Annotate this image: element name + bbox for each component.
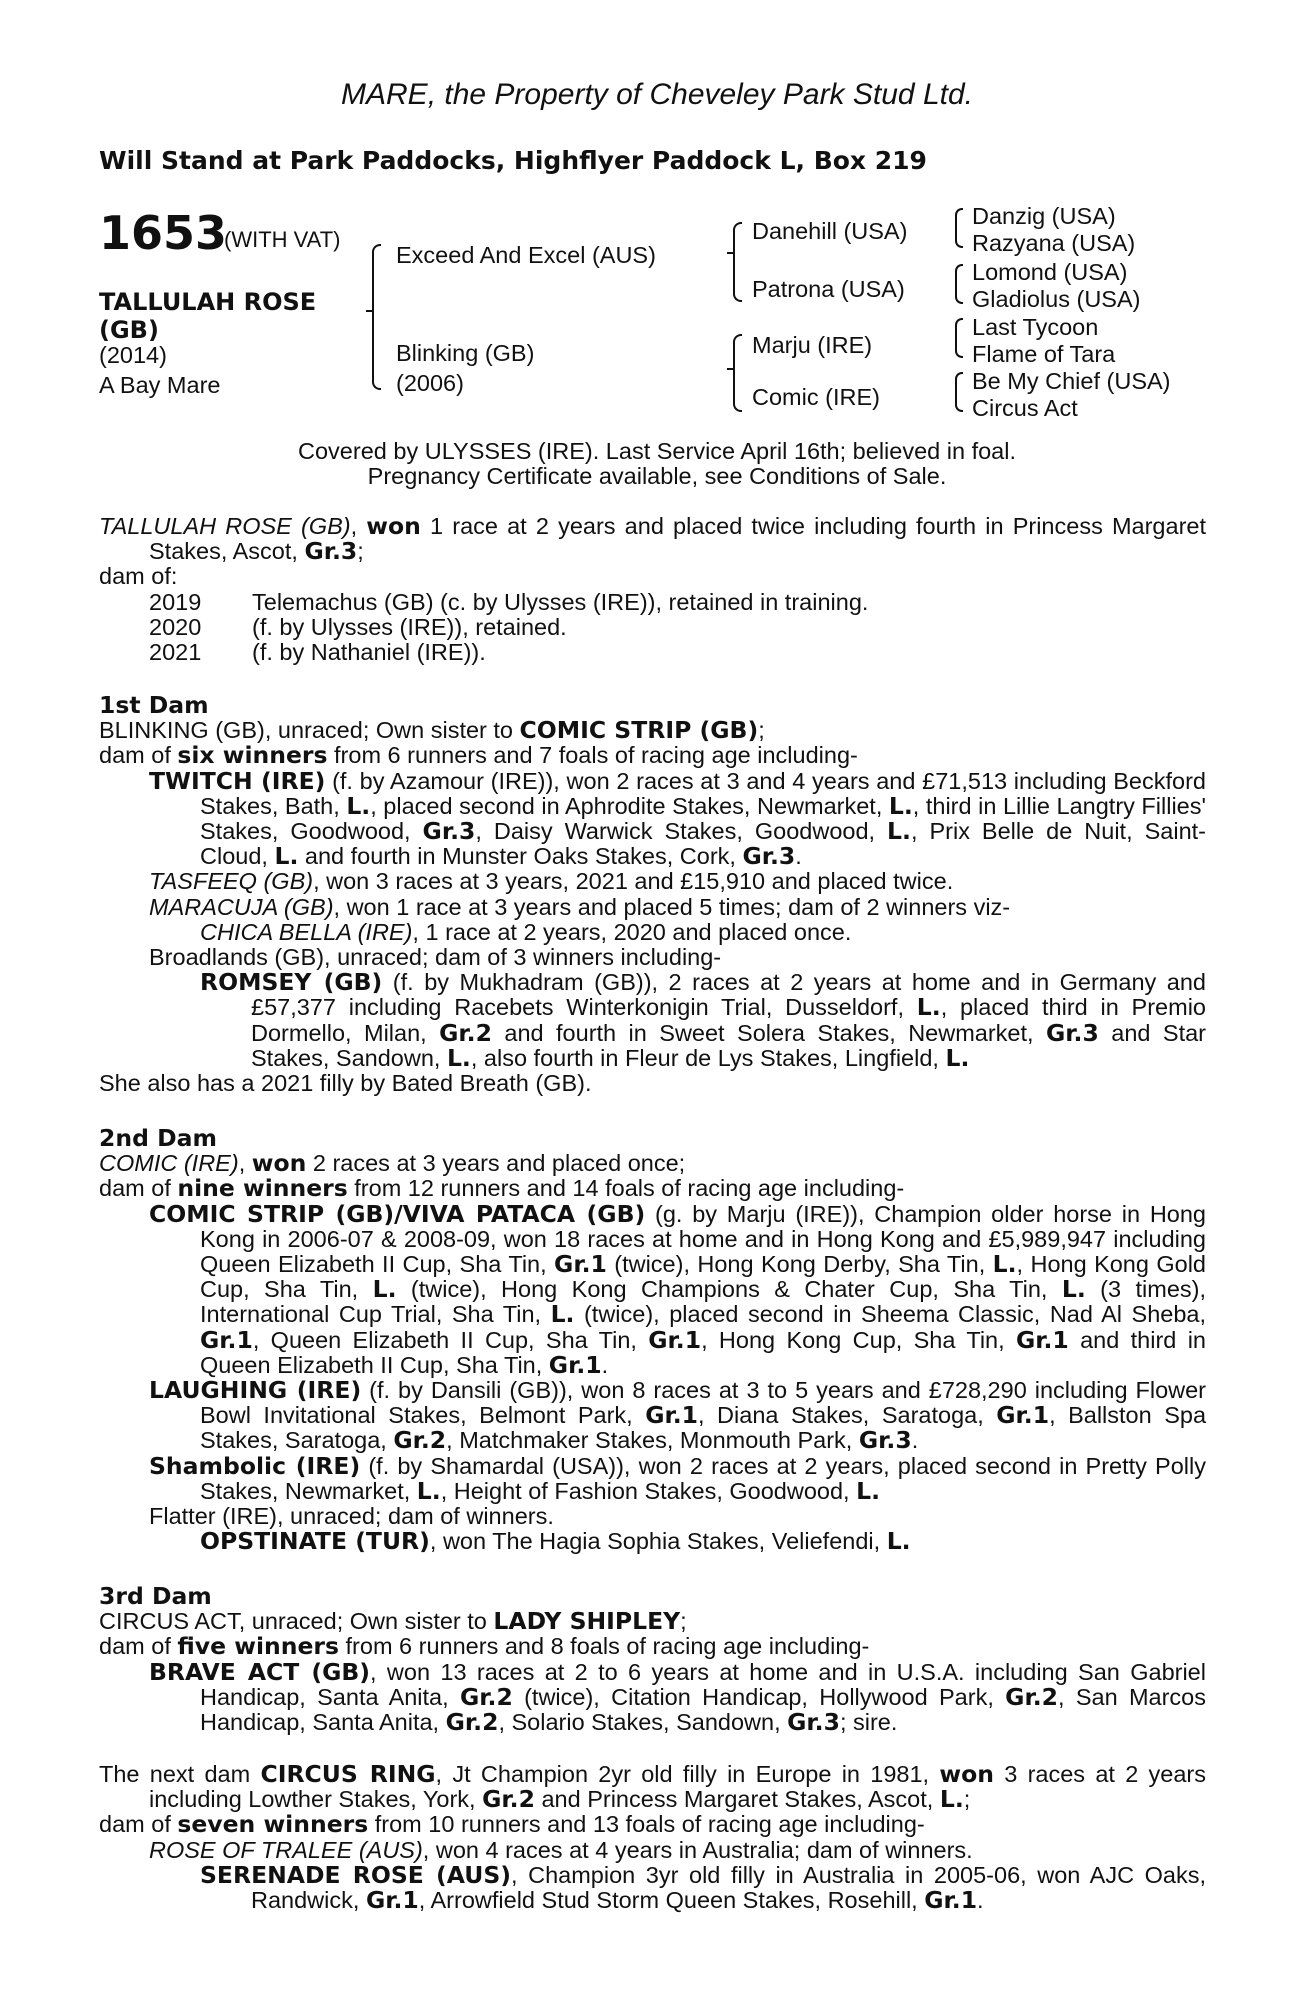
pedigree-sire-sire: Danehill (USA) bbox=[752, 218, 908, 244]
dam-produce-line: dam of nine winners from 12 runners and 14 foals of racing age including- bbox=[99, 1174, 905, 1203]
dam-produce-line: dam of seven winners from 10 runners and 13 foals of racing age including- bbox=[99, 1810, 925, 1839]
intro-section bbox=[99, 514, 1206, 665]
dam-line: BLINKING (GB), unraced; Own sister to COMIC STRIP (GB); bbox=[99, 716, 765, 745]
produce-entry: MARACUJA (GB), won 1 race at 3 years and placed 5 times; dam of 2 winners viz- bbox=[149, 893, 1011, 920]
intro-dam-of: dam of: bbox=[99, 563, 178, 590]
next-dam-section bbox=[99, 1762, 1206, 1913]
dam-produce-line: dam of five winners from 6 runners and 8 foals of racing age including- bbox=[99, 1632, 870, 1661]
filly-note: She also has a 2021 filly by Bated Breath (GB). bbox=[99, 1070, 592, 1097]
horse-description: A Bay Mare bbox=[99, 372, 221, 398]
pedigree-dam-dam: Comic (IRE) bbox=[752, 384, 880, 410]
third-dam-section bbox=[99, 1584, 1206, 1735]
dam-line: COMIC (IRE), won 2 races at 3 years and placed once; bbox=[99, 1149, 686, 1178]
produce-entry: ROMSEY (GB) (f. by Mukhadram (GB)), 2 races at 2 years at home and in Germany and £57,377 including Racebets Winterkonigin Trial, Dusseldorf, L., placed third in Premio Dormello, Milan, Gr.2 and fourth in Sweet Solera Stakes, Newmarket, Gr.3 and Star Stakes, Sandown, L., also fourth in Fleur de Lys Stakes, Lingfield, L. bbox=[200, 968, 1206, 1072]
produce-entry: LAUGHING (IRE) (f. by Dansili (GB)), won 8 races at 3 to 5 years and £728,290 including Flower Bowl Invitational Stakes, Belmont Park, Gr.1, Diana Stakes, Saratoga, Gr.1, Ballston Spa Stakes, Saratoga, Gr.2, Matchmaker Stakes, Monmouth Park, Gr.3. bbox=[149, 1376, 1207, 1455]
section-heading: 1st Dam bbox=[99, 691, 209, 719]
horse-name-line2: (GB) bbox=[99, 316, 159, 344]
foal-row: 2021 (f. by Nathaniel (IRE)). bbox=[149, 638, 486, 665]
pedigree-ssd: Razyana (USA) bbox=[972, 230, 1136, 256]
pedigree-dss: Last Tycoon bbox=[972, 314, 1099, 340]
pedigree-dsd: Flame of Tara bbox=[972, 341, 1116, 367]
pedigree-dds: Be My Chief (USA) bbox=[972, 368, 1171, 394]
produce-entry: Flatter (IRE), unraced; dam of winners. bbox=[149, 1503, 554, 1530]
first-dam-section bbox=[99, 693, 1206, 1096]
produce-entry: Shambolic (IRE) (f. by Shamardal (USA)), won 2 races at 2 years, placed second in Pretty Polly Stakes, Newmarket, L., Height of Fashion Stakes, Goodwood, L. bbox=[149, 1451, 1206, 1505]
pedigree-dam-sire: Marju (IRE) bbox=[752, 332, 873, 358]
section-heading: 2nd Dam bbox=[99, 1124, 217, 1152]
second-dam-section bbox=[99, 1126, 1206, 1554]
produce-entry: BRAVE ACT (GB), won 13 races at 2 to 6 years at home and in U.S.A. including San Gabriel Handicap, Santa Anita, Gr.2 (twice), Citation Handicap, Hollywood Park, Gr.2, San Marcos Handicap, Santa Anita, Gr.2, Solario Stakes, Sandown, Gr.3; sire. bbox=[149, 1657, 1206, 1737]
produce-entry: TASFEEQ (GB), won 3 races at 3 years, 2021 and £15,910 and placed twice. bbox=[149, 868, 954, 895]
horse-name bbox=[99, 288, 316, 344]
pedigree-sdd: Gladiolus (USA) bbox=[972, 286, 1141, 312]
dam-produce-line: dam of six winners from 6 runners and 7 foals of racing age including- bbox=[99, 741, 858, 770]
pregnancy-note: Pregnancy Certificate available, see Conditions of Sale. bbox=[367, 463, 947, 489]
pedigree-dam-year: (2006) bbox=[396, 370, 464, 396]
produce-entry: SERENADE ROSE (AUS), Champion 3yr old filly in Australia in 2005-06, won AJC Oaks, Randwick, Gr.1, Arrowfield Stud Storm Queen Stakes, Rosehill, Gr.1. bbox=[200, 1860, 1206, 1915]
produce-entry: Broadlands (GB), unraced; dam of 3 winners including- bbox=[149, 944, 722, 971]
pedigree-sds: Lomond (USA) bbox=[972, 259, 1128, 285]
stand-location: Will Stand at Park Paddocks, Highflyer Paddock L, Box 219 bbox=[99, 146, 927, 175]
produce-entry: ROSE OF TRALEE (AUS), won 4 races at 4 years in Australia; dam of winners. bbox=[149, 1836, 973, 1863]
pedigree-sss: Danzig (USA) bbox=[972, 203, 1116, 229]
produce-entry: OPSTINATE (TUR), won The Hagia Sophia Stakes, Veliefendi, L. bbox=[200, 1527, 911, 1556]
intro-paragraph: TALLULAH ROSE (GB), won 1 race at 2 years and placed twice including fourth in Princess Margaret Stakes, Ascot, Gr.3; bbox=[99, 512, 1206, 566]
covered-note: Covered by ULYSSES (IRE). Last Service April 16th; believed in foal. bbox=[298, 438, 1016, 464]
horse-name-line1: TALLULAH ROSE bbox=[99, 288, 317, 316]
pedigree-sire: Exceed And Excel (AUS) bbox=[396, 242, 656, 268]
vat-note: (WITH VAT) bbox=[224, 227, 341, 252]
section-heading: 3rd Dam bbox=[99, 1582, 212, 1610]
produce-entry: CHICA BELLA (IRE), 1 race at 2 years, 2020 and placed once. bbox=[200, 918, 852, 945]
pedigree-ddd: Circus Act bbox=[972, 395, 1078, 421]
lot-number: 1653 bbox=[99, 206, 228, 260]
page-title: MARE, the Property of Cheveley Park Stud Ltd. bbox=[341, 78, 973, 111]
pedigree-sire-dam: Patrona (USA) bbox=[752, 276, 905, 302]
foal-row: 2020 (f. by Ulysses (IRE)), retained. bbox=[149, 613, 567, 640]
dam-line: CIRCUS ACT, unraced; Own sister to LADY SHIPLEY; bbox=[99, 1607, 687, 1636]
horse-year: (2014) bbox=[99, 342, 167, 368]
produce-entry: TWITCH (IRE) (f. by Azamour (IRE)), won 2 races at 3 and 4 years and £71,513 including Beckford Stakes, Bath, L., placed second in Aphrodite Stakes, Newmarket, L., third in Lillie Langtry Fillies' Stakes, Goodwood, Gr.3, Daisy Warwick Stakes, Goodwood, L., Prix Belle de Nuit, Saint-Cloud, L. and fourth in Munster Oaks Stakes, Cork, Gr.3. bbox=[149, 766, 1206, 871]
next-dam-paragraph: The next dam CIRCUS RING, Jt Champion 2yr old filly in Europe in 1981, won 3 races at 2 years including Lowther Stakes, York, Gr.2 and Princess Margaret Stakes, Ascot, L.; bbox=[99, 1760, 1207, 1814]
pedigree-dam: Blinking (GB) bbox=[396, 340, 535, 366]
foal-row: 2019 Telemachus (GB) (c. by Ulysses (IRE)), retained in training. bbox=[149, 588, 869, 615]
produce-entry: COMIC STRIP (GB)/VIVA PATACA (GB) (g. by Marju (IRE)), Champion older horse in Hong Kong in 2006-07 & 2008-09, won 18 races at home and in Hong Kong and £5,989,947 including Queen Elizabeth II Cup, Sha Tin, Gr.1 (twice), Hong Kong Derby, Sha Tin, L., Hong Kong Gold Cup, Sha Tin, L. (twice), Hong Kong Champions & Chater Cup, Sha Tin, L. (3 times), International Cup Trial, Sha Tin, L. (twice), placed second in Sheema Classic, Nad Al Sheba, Gr.1, Queen Elizabeth II Cup, Sha Tin, Gr.1, Hong Kong Cup, Sha Tin, Gr.1 and third in Queen Elizabeth II Cup, Sha Tin, Gr.1. bbox=[149, 1199, 1207, 1379]
